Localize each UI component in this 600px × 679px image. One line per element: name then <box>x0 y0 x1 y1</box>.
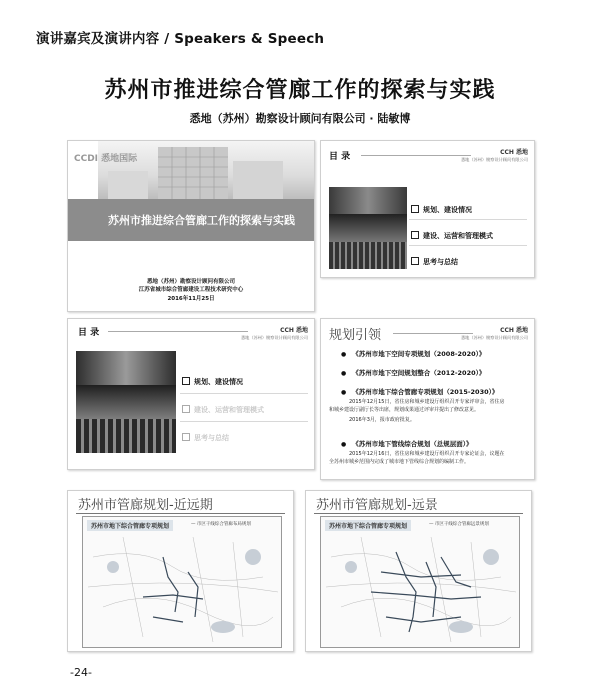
cover-org-1: 悉地（苏州）勘察设计顾问有限公司 <box>146 279 235 285</box>
slide-plan-intro <box>320 318 535 480</box>
toc-item-2 <box>411 231 493 241</box>
toc-heading: 目 录 <box>78 328 100 338</box>
toc-item-3 <box>182 433 229 443</box>
page-number: -24- <box>70 666 92 679</box>
plan-note-3a: 2015年12月15日，省住房和城乡建设厅组织召开专家评审会，省住房 <box>349 399 505 405</box>
plan-bullet-2: ● 《苏州市地下空间规划整合（2012-2020）》 <box>341 368 485 377</box>
near-term-map-title: 苏州市地下综合管廊专项规划 <box>87 520 173 531</box>
slide-toc-2 <box>67 318 315 470</box>
toc-item-label: 规划、建设情况 <box>423 206 472 214</box>
toc-heading-rule <box>361 155 471 156</box>
logo-text: CCH 悉地 <box>500 327 528 334</box>
toc-item-label: 建设、运营和管理模式 <box>423 232 493 240</box>
toc-photos <box>76 351 176 453</box>
toc-item-1 <box>182 377 243 387</box>
slide-long-term-map <box>305 490 532 652</box>
toc-heading-rule <box>108 331 248 332</box>
near-term-heading: 苏州市管廊规划-近远期 <box>78 498 213 513</box>
cover-date: 2016年11月25日 <box>167 296 215 302</box>
plan-bullet-1: ● 《苏州市地下空间专项规划（2008-2020）》 <box>341 349 485 358</box>
plan-bullet-3: ● 《苏州市地下综合管廊专项规划（2015-2030）》 <box>341 387 498 396</box>
checkbox-icon <box>182 405 190 413</box>
long-term-heading: 苏州市管廊规划-远景 <box>316 498 438 513</box>
near-term-map-drawing <box>83 517 281 647</box>
cover-title: 苏州市推进综合管廊工作的探索与实践 <box>108 214 295 227</box>
long-term-map-drawing <box>321 517 519 647</box>
logo-text: CCH 悉地 <box>500 149 528 156</box>
checkbox-icon <box>411 231 419 239</box>
near-term-legend: — 市区干线综合管廊布局规划 <box>191 522 251 527</box>
cover-building-photo <box>98 141 314 199</box>
near-term-map-frame <box>82 516 282 648</box>
logo-text: CCH 悉地 <box>280 327 308 334</box>
plan-note-3b: 和城乡建设厅副厅长等出席，规划成果通过评审并提出了修改意见。 <box>329 407 480 413</box>
plan-note-3c: 2016年3月，报市政府批复。 <box>349 417 415 423</box>
toc-photos <box>329 187 407 269</box>
checkbox-icon <box>411 257 419 265</box>
slide-cover <box>67 140 315 312</box>
long-term-rule <box>314 513 523 514</box>
long-term-map-frame <box>320 516 520 648</box>
slide-near-term-map <box>67 490 294 652</box>
logo-sub: 悉地（苏州）勘察设计顾问有限公司 <box>240 334 308 340</box>
plan-logo <box>461 327 528 340</box>
plan-bullet-4: ● 《苏州市地下管线综合规划（总规层面）》 <box>341 439 473 448</box>
toc-divider <box>180 421 308 422</box>
checkbox-icon <box>182 433 190 441</box>
toc-logo <box>461 149 528 162</box>
toc-divider <box>180 393 308 394</box>
toc-divider <box>409 219 527 220</box>
logo-sub: 悉地（苏州）勘察设计顾问有限公司 <box>460 156 528 162</box>
article-author: 悉地（苏州）勘察设计顾问有限公司 · 陆敏博 <box>189 112 411 125</box>
toc-item-label: 思考与总结 <box>194 434 229 442</box>
checkbox-icon <box>411 205 419 213</box>
cover-title-band <box>68 199 314 241</box>
logo-sub: 悉地（苏州）勘察设计顾问有限公司 <box>460 334 528 340</box>
toc-item-2 <box>182 405 264 415</box>
plan-note-4b: 全苏州市城乡范围内完成了城市地下管线综合规划的编制工作。 <box>329 459 470 465</box>
toc-heading: 目 录 <box>329 152 351 162</box>
plan-note-4a: 2015年12月16日，省住房和城乡建设厅组织召开专家论证会，议题在 <box>349 451 505 457</box>
plan-heading: 规划引领 <box>329 328 382 343</box>
building-illustration <box>98 141 314 199</box>
toc-divider <box>409 245 527 246</box>
long-term-map-title: 苏州市地下综合管廊专项规划 <box>325 520 411 531</box>
toc-item-label: 建设、运营和管理模式 <box>194 406 264 414</box>
ccdi-logo: CCDI 悉地国际 <box>74 154 138 164</box>
section-header: 演讲嘉宾及演讲内容 / Speakers & Speech <box>36 31 325 47</box>
toc-item-label: 思考与总结 <box>423 258 458 266</box>
slide-toc-1 <box>320 140 535 278</box>
long-term-legend: — 市区干线综合管廊远景规划 <box>429 522 489 527</box>
article-title: 苏州市推进综合管廊工作的探索与实践 <box>104 78 496 103</box>
toc-item-3 <box>411 257 458 267</box>
toc-logo <box>241 327 308 340</box>
near-term-rule <box>76 513 285 514</box>
toc-item-1 <box>411 205 472 215</box>
toc-item-label: 规划、建设情况 <box>194 378 243 386</box>
cover-org-2: 江苏省城市综合管廊建设工程技术研究中心 <box>138 287 244 293</box>
checkbox-icon <box>182 377 190 385</box>
